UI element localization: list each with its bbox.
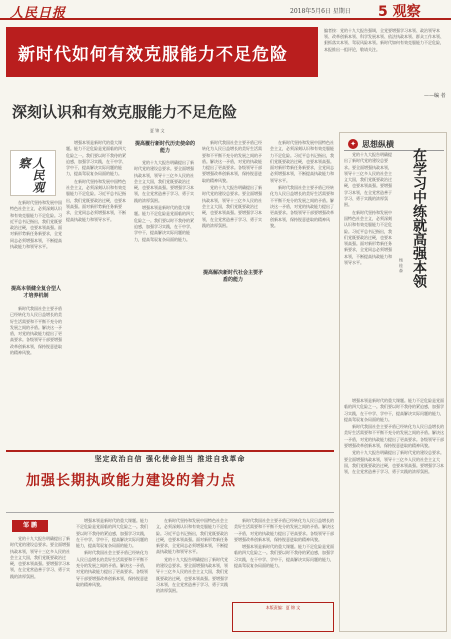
section-divider: [6, 450, 334, 452]
subhead-3: 提高解决新时代社会主要矛盾的能力: [202, 270, 263, 283]
thought-column-text-b: 增强本领是新时代的重大课题。能力不足危险是党面临的四大危险之一。我们要以时不我待的紧迫感，加强学习实践，在干中学、学中干，提高解决实际问题的能力，提高驾驭复杂局面的能力。 新时代我国社会主要矛盾已经转化为人民日益增长的美好生活需要和不平衡不充分的发展之间的矛盾。解决这一矛盾，对党的执政能力提出了更高要求。各级领导干部要增强改革创新本领，保持锐意进取的精神风貌。 党的十九大报告明确提出了新时代党的建设总要求。要全面增强执政本领，领导十三亿多人民的社会主义大国，我们党既要政治过硬，也要本领高强。要增强学习本领，在全党营造善于学习、勇于实践的浓厚氛围。: [344, 398, 444, 475]
article-column-3: 党的十九大报告明确提出了新时代党的建设总要求。要全面增强执政本领，领导十三亿多人民的社会主义大国，我们党既要政治过硬，也要本领高强。要增强学习本领，在全党营造善于学习、勇于实践的浓厚氛围。 增强本领是新时代的重大课题。能力不足危险是党面临的四大危险之一。我们要以时不我待的紧迫感，加强学习实践，在干中学、学中干，提高解决实际问题的能力，提高驾驭复杂局面的能力。: [134, 160, 194, 242]
subhead-2: 提高履行新时代历史使命的能力: [134, 141, 195, 154]
thought-column-text-a: 党的十九大报告明确提出了新时代党的建设总要求。要全面增强执政本领，领导十三亿多人民的社会主义大国，我们党既要政治过硬，也要本领高强。要增强学习本领，在全党营造善于学习、勇于实践的浓厚氛围。 在新时代坚持和发展中国特色社会主义，必须深刻认识和有效克服能力不足危险。习近平总书记指出，我们党既要政治过硬，也要本领高强。面对新形势新任务新要求，全党同志必须增强本领，不断提高执政能力和领导水平。: [344, 152, 392, 266]
main-article-byline: 夏 锦 文: [150, 128, 165, 133]
banner: [6, 27, 318, 77]
second-column-4: 新时代我国社会主要矛盾已经转化为人民日益增长的美好生活需要和不平衡不充分的发展之间的矛盾。解决这一矛盾，对党的执政能力提出了更高要求。各级领导干部要增强改革创新本领，保持锐意进取的精神风貌。 增强本领是新时代的重大课题。能力不足危险是党面临的四大危险之一。我们要以时不我待的紧迫感，加强学习实践，在干中学、学中干，提高解决实际问题的能力，提高驾驭复杂局面的能力。: [234, 518, 334, 569]
second-article-author-badge: 邹 鹏: [12, 520, 48, 532]
article-column-4: 新时代我国社会主要矛盾已经转化为人民日益增长的美好生活需要和不平衡不充分的发展之间的矛盾。解决这一矛盾，对党的执政能力提出了更高要求。各级领导干部要增强改革创新本领，保持锐意进取的精神风貌。 党的十九大报告明确提出了新时代党的建设总要求。要全面增强执政本领，领导十三亿多人民的社会主义大国，我们党既要政治过硬，也要本领高强。要增强学习本领，在全党营造善于学习、勇于实践的浓厚氛围。: [202, 140, 262, 228]
article-column-1b: 新时代我国社会主要矛盾已经转化为人民日益增长的美好生活需要和不平衡不充分的发展之间的矛盾。解决这一矛盾，对党的执政能力提出了更高要求。各级领导干部要增强改革创新本领，保持锐意进取的精神风貌。: [10, 306, 62, 356]
lightbulb-icon: ✦: [348, 139, 358, 149]
banner-title: 新时代如何有效克服能力不足危险: [18, 45, 288, 65]
editor-note-sign: ——编 者: [424, 93, 446, 99]
column-logo-text: 人民观察: [17, 157, 45, 193]
column-logo: [10, 150, 56, 196]
thought-article-author: 杨 桂 森: [399, 258, 404, 273]
thought-column-header: [344, 137, 444, 151]
paper-name: 人民日报: [10, 6, 67, 21]
article-column-5: 在新时代坚持和发展中国特色社会主义，必须深刻认识和有效克服能力不足危险。习近平总书记指出，我们党既要政治过硬，也要本领高强。面对新形势新任务新要求，全党同志必须增强本领，不断提高执政能力和领导水平。 新时代我国社会主要矛盾已经转化为人民日益增长的美好生活需要和不平衡不充分的发展之间的矛盾。解决这一矛盾，对党的执政能力提出了更高要求。各级领导干部要增强改革创新本领，保持锐意进取的精神风貌。: [270, 140, 334, 228]
masthead: [0, 0, 451, 20]
second-article-subtitle: 坚定政治自信 强化使命担当 推进自我革命: [94, 455, 246, 463]
second-column-3: 在新时代坚持和发展中国特色社会主义，必须深刻认识和有效克服能力不足危险。习近平总书记指出，我们党既要政治过硬，也要本领高强。面对新形势新任务新要求，全党同志必须增强本领，不断提高执政能力和领导水平。 党的十九大报告明确提出了新时代党的建设总要求。要全面增强执政本领，领导十三亿多人民的社会主义大国，我们党既要政治过硬，也要本领高强。要增强学习本领，在全党营造善于学习、勇于实践的浓厚氛围。: [156, 518, 228, 594]
article-column-1a: 在新时代坚持和发展中国特色社会主义，必须深刻认识和有效克服能力不足危险。习近平总书记指出，我们党既要政治过硬，也要本领高强。面对新形势新任务新要求，全党同志必须增强本领，不断提高执政能力和领导水平。: [10, 200, 62, 250]
second-article-title: 加强长期执政能力建设的着力点: [26, 473, 236, 489]
issue-date: 2018年5月6日 星期日: [290, 8, 351, 15]
page-number: 5 观察: [378, 4, 421, 20]
editor-note: 编者按：党的十九大报告强调，全党要增强学习本领、政治领导本领、改革创新本领、科学发展本领、依法执政本领、群众工作本领、狠抓落实本领、驾驭风险本领。新时代如何有效克服能力不足危险，本报推出一组评论，敬请关注。: [324, 28, 444, 52]
second-column-1: 党的十九大报告明确提出了新时代党的建设总要求。要全面增强执政本领，领导十三亿多人民的社会主义大国，我们党既要政治过硬，也要本领高强。要增强学习本领，在全党营造善于学习、勇于实践的浓厚氛围。: [10, 536, 70, 579]
second-article-rule: [6, 512, 334, 513]
subhead-1: 提高本领健全复合型人才培养机制: [10, 286, 61, 299]
article-column-2: 增强本领是新时代的重大课题。能力不足危险是党面临的四大危险之一。我们要以时不我待的紧迫感，加强学习实践，在干中学、学中干，提高解决实际问题的能力，提高驾驭复杂局面的能力。 在新时代坚持和发展中国特色社会主义，必须深刻认识和有效克服能力不足危险。习近平总书记指出，我们党既要政治过硬，也要本领高强。面对新形势新任务新要求，全党同志必须增强本领，不断提高执政能力和领导水平。: [66, 140, 126, 222]
thought-article-title: 在学习中练就高强本领: [411, 148, 427, 288]
second-column-2: 增强本领是新时代的重大课题。能力不足危险是党面临的四大危险之一。我们要以时不我待的紧迫感，加强学习实践，在干中学、学中干，提高解决实际问题的能力，提高驾驭复杂局面的能力。 新时代我国社会主要矛盾已经转化为人民日益增长的美好生活需要和不平衡不充分的发展之间的矛盾。解决这一矛盾，对党的执政能力提出了更高要求。各级领导干部要增强改革创新本领，保持锐意进取的精神风貌。: [76, 518, 148, 587]
main-article-title: 深刻认识和有效克服能力不足危险: [12, 103, 238, 121]
editor-box-note: 本版责编：夏 锦 文: [232, 602, 334, 632]
thought-column-label: 思想纵横: [362, 140, 394, 149]
